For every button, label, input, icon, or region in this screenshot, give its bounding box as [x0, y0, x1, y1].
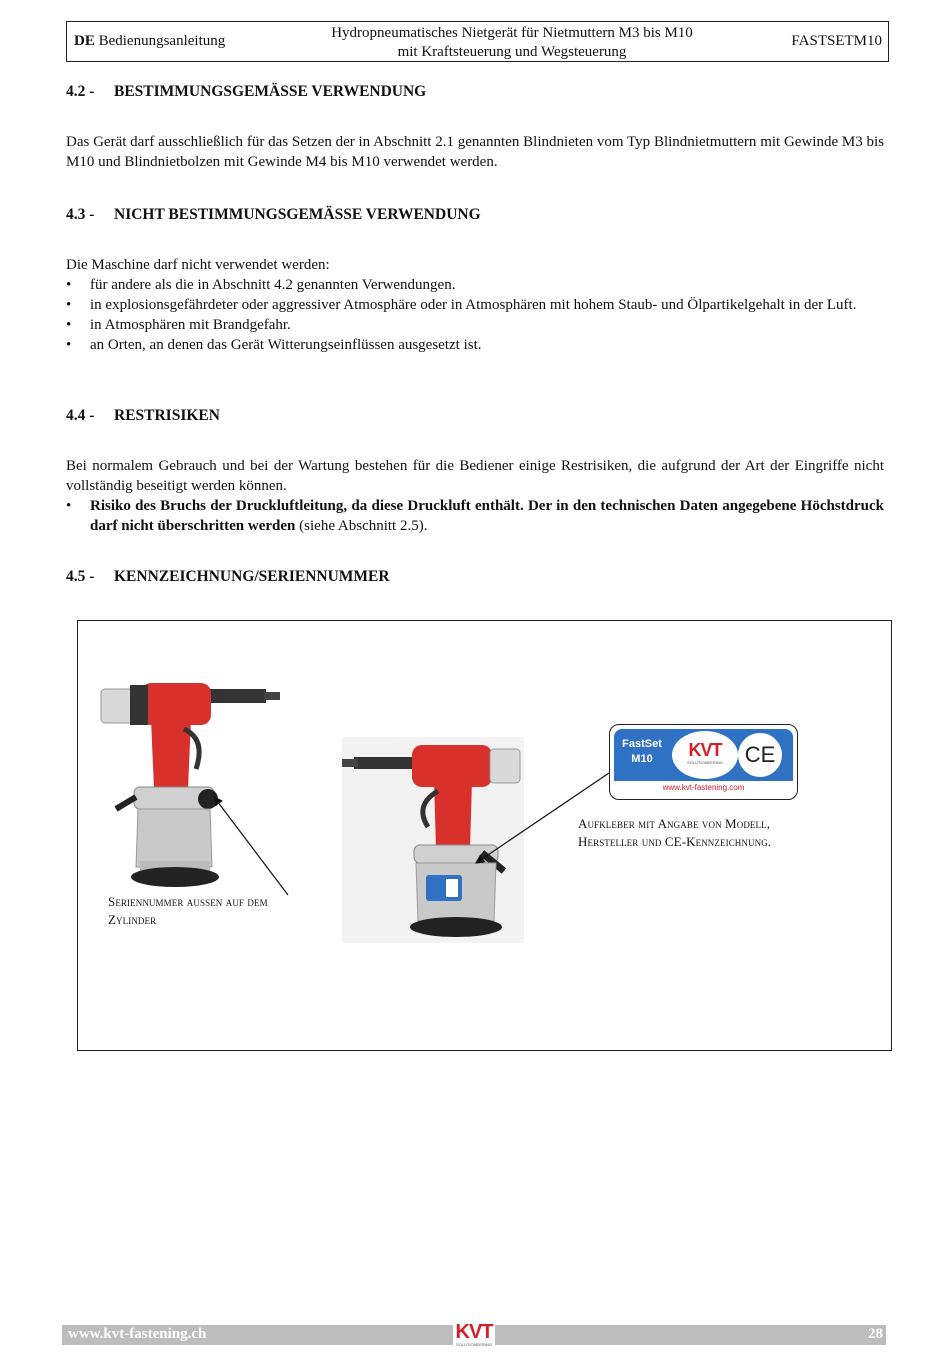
header-model: FASTSETM10	[791, 33, 882, 49]
section-heading-4-4: 4.4 - RESTRISIKEN	[66, 407, 220, 424]
header-title: Hydropneumatisches Nietgerät für Nietmuttern M3 bis M10 mit Kraftsteuerung und Wegsteuerung	[331, 25, 693, 60]
header-doc-type: DE Bedienungsanleitung	[74, 33, 226, 49]
list-4-3	[66, 275, 884, 355]
arrow-serial	[214, 797, 288, 895]
page-number: 28	[868, 1326, 883, 1342]
section-heading-4-2: 4.2 - BESTIMMUNGSGEMÄSSE VERWENDUNG	[66, 83, 427, 100]
page-header	[66, 21, 889, 62]
section-intro-4-3: Die Maschine darf nicht verwendet werden:	[66, 257, 330, 273]
list-item: • für andere als die in Abschnitt 4.2 genannten Verwendungen.	[66, 275, 884, 295]
section-text-4-2: Das Gerät darf ausschließlich für das Setzen der in Abschnitt 2.1 genannten Blindnieten vom Typ Blindnietmuttern mit Gewinde M3 bis M10 und Blindnietbolzen mit Gewinde M4 bis M10 verwendet werden.	[66, 134, 884, 170]
list-item: • an Orten, an denen das Gerät Witterungseinflüssen ausgesetzt ist.	[66, 335, 884, 355]
figure-box	[77, 620, 892, 1051]
sticker-ce-mark: CE	[738, 733, 782, 777]
list-item: • Risiko des Bruchs der Druckluftleitung, da diese Druckluft enthält. Der in den technischen Daten angegebene Höchstdruck darf nicht überschritten werden (siehe Abschnitt 2.5).	[66, 496, 884, 536]
section-heading-4-3: 4.3 - NICHT BESTIMMUNGSGEMÄSSE VERWENDUNG	[66, 206, 481, 223]
caption-serial-number: Seriennummer aussen auf dem Zylinder	[108, 894, 268, 927]
footer-url: www.kvt-fastening.ch	[68, 1326, 207, 1342]
caption-sticker: Aufkleber mit Angabe von Modell, Hersteller und CE-Kennzeichnung.	[578, 816, 772, 849]
section-text-4-4: Bei normalem Gebrauch und bei der Wartung bestehen für die Bediener einige Restrisiken, die aufgrund der Art der Eingriffe nicht vollständig beseitigt werden können.	[66, 458, 884, 494]
list-4-4	[66, 496, 884, 536]
sticker-model: FastSet M10	[622, 738, 662, 765]
footer-kvt-logo: KVT SOLUTIONEERING	[453, 1322, 495, 1352]
sticker-url: www.kvt-fastening.com	[662, 783, 745, 792]
section-heading-4-5: 4.5 - KENNZEICHNUNG/SERIENNUMMER	[66, 568, 390, 585]
list-item: • in Atmosphären mit Brandgefahr.	[66, 315, 884, 335]
list-item: • in explosionsgefährdeter oder aggressiver Atmosphäre oder in Atmosphären mit hohem Staub- und Ölpartikelgehalt in der Luft.	[66, 295, 884, 315]
page-footer	[62, 1321, 886, 1347]
sticker-kvt-logo: KVT SOLUTIONEERING	[672, 731, 738, 779]
